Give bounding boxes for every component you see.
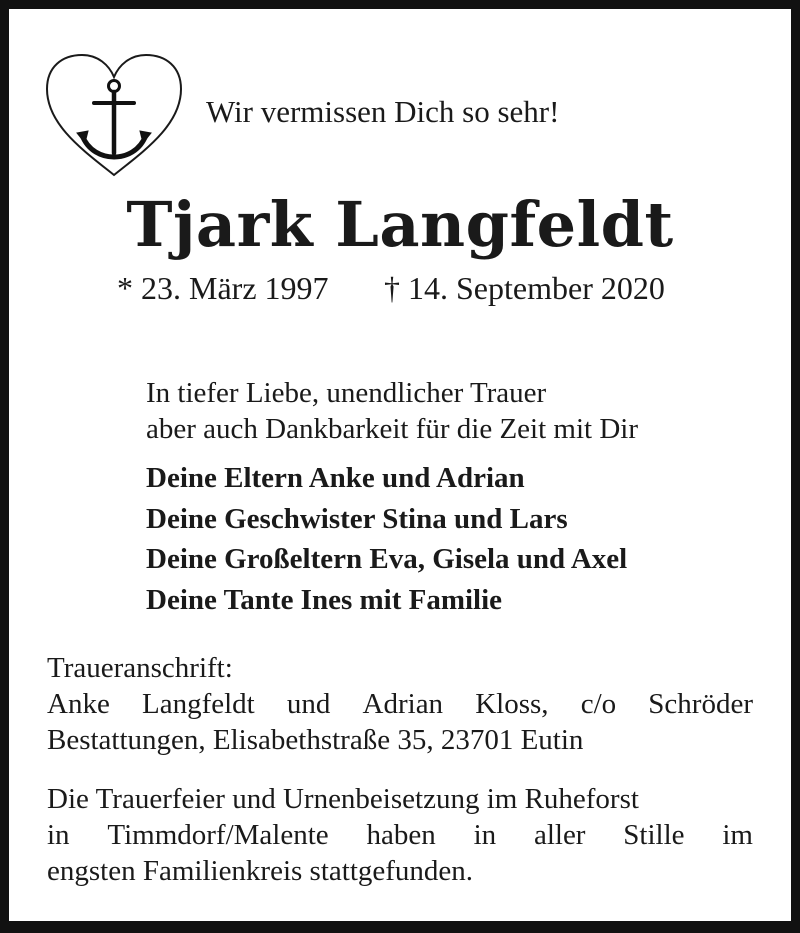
ceremony-word: Timmdorf/Malente — [107, 819, 329, 851]
intro-line: aber auch Dankbarkeit für die Zeit mit Dir — [146, 413, 638, 445]
signer-line: Deine Geschwister Stina und Lars — [146, 502, 568, 535]
birth-date: * 23. März 1997 — [117, 270, 329, 306]
anchor-icon — [77, 81, 151, 158]
intro-line: In tiefer Liebe, unendlicher Trauer — [146, 377, 547, 409]
address-word: Anke — [47, 688, 110, 720]
address-label: Traueranschrift: — [47, 652, 233, 684]
mourning-address — [47, 650, 753, 758]
ceremony-word: aller — [533, 819, 586, 851]
address-line — [47, 686, 753, 722]
intro-text — [146, 375, 638, 447]
motto-text: Wir vermissen Dich so sehr! — [206, 94, 560, 129]
ceremony-line: engsten Familienkreis stattgefunden. — [47, 855, 474, 887]
signer-line: Deine Großeltern Eva, Gisela und Axel — [146, 543, 628, 575]
address-line: Bestattungen, Elisabethstraße 35, 23701 Eutin — [47, 724, 584, 756]
address-word: Kloss, — [475, 688, 549, 720]
address-word: Langfeldt — [141, 688, 255, 720]
ceremony-word: in — [47, 819, 70, 851]
ceremony-word: im — [722, 819, 753, 851]
address-word: Adrian — [362, 688, 444, 720]
signer-line: Deine Eltern Anke und Adrian — [146, 462, 525, 494]
address-word: c/o — [580, 688, 617, 720]
address-word: und — [286, 688, 331, 720]
ceremony-word: haben — [366, 819, 436, 851]
ceremony-word: in — [473, 819, 497, 851]
signers-list — [146, 458, 627, 620]
address-word: Schröder — [648, 688, 753, 720]
death-date: † 14. September 2020 — [384, 270, 665, 306]
ceremony-word: Stille — [623, 819, 685, 851]
deceased-name: Tjark Langfeldt — [126, 188, 674, 261]
ceremony-line — [47, 817, 753, 853]
ceremony-line: Die Trauerfeier und Urnenbeisetzung im Ruheforst — [47, 783, 639, 815]
anchor-heart-icon — [44, 53, 184, 177]
ceremony-text — [47, 781, 753, 889]
signer-line: Deine Tante Ines mit Familie — [146, 583, 503, 616]
